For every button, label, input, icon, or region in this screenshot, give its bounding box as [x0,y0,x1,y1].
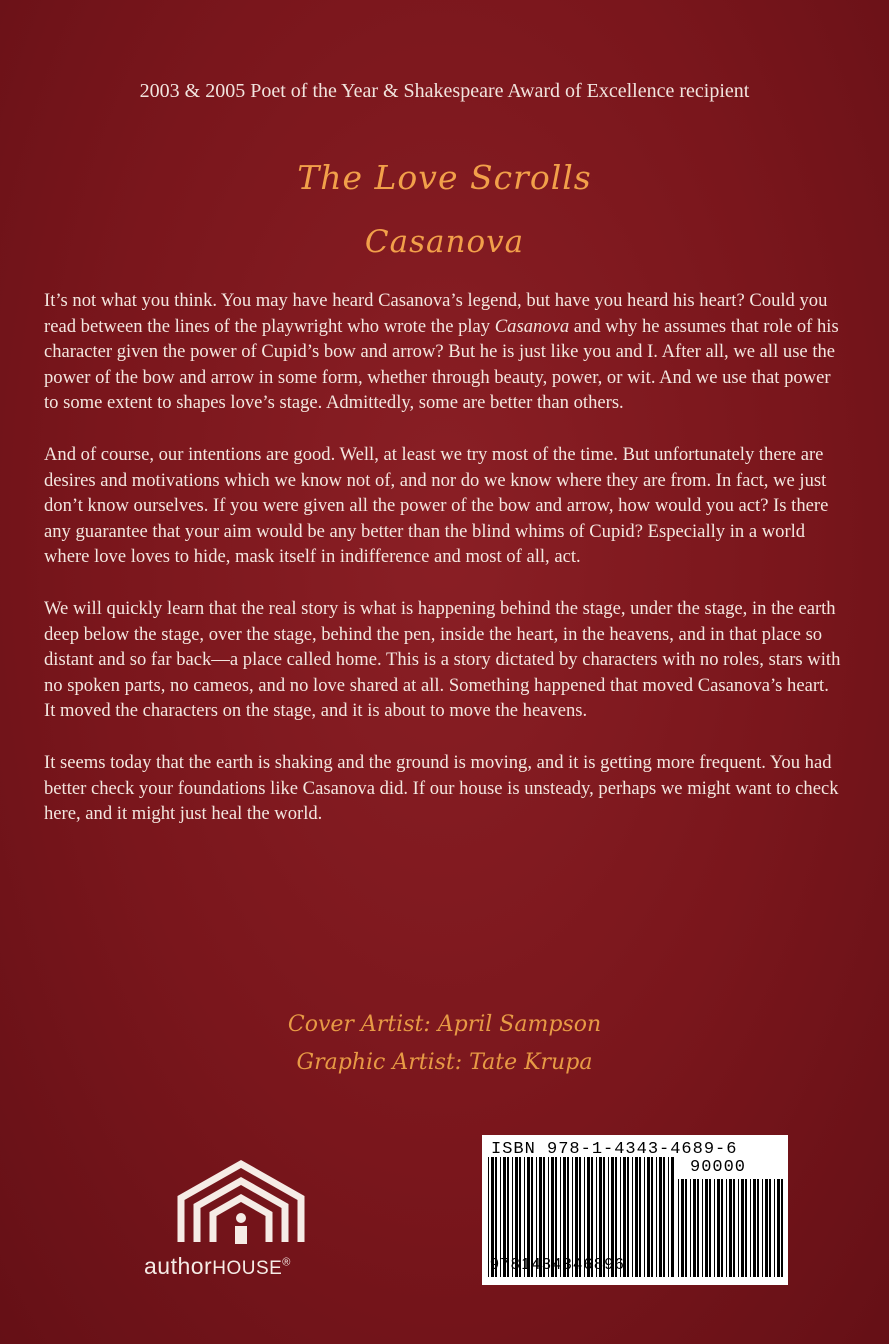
blurb-paragraph-3: We will quickly learn that the real story is what is happening behind the stage, under the stage, in the earth deep below the stage, over the stage, behind the pen, inside the heart, in the heavens, and in that place so distant and so far back—a place called home. This is a story dictated by characters with no roles, stars with no spoken parts, no cameos, and no love shared at all. Something happened that moved Casanova’s heart. It moved the characters on the stage, and it is about to move the heavens. [44,597,841,722]
blurb-paragraph-2: And of course, our intentions are good. Well, at least we try most of the time. But unfortunately there are desires and motivations which we know not of, and nor do we know where they are from. In fact, we just don’t know ourselves. If you were given all the power of the bow and arrow, how would you act? Is there any guarantee that your aim would be any better than the blind whims of Cupid? Especially in a world where love loves to hide, mask itself in indifference and most of all, act. [44,443,829,568]
cover-artist-credit: Cover Artist: April Sampson [287,1012,602,1037]
blurb [44,288,844,853]
isbn-text: ISBN 978-1-4343-4689-6 [491,1140,738,1159]
book-title: The Love Scrolls [297,158,592,197]
ean-number: 9781434346896 [490,1256,626,1273]
award-tagline: 2003 & 2005 Poet of the Year & Shakespeare Award of Excellence recipient [139,80,750,102]
blurb-paragraph-1: It’s not what you think. You may have heard Casanova’s legend, but have you heard his heart? Could you read between the lines of the playwright who wrote the play Casanova and why he assumes that role of his character given the power of Cupid’s bow and arrow? But he is just like you and I. After all, we all use the power of the bow and arrow in some form, whether through beauty, power, or wit. And we use that power to some extent to shapes love’s stage. Admittedly, some are better than others. [44,290,839,414]
blurb-paragraph-4: It seems today that the earth is shaking and the ground is moving, and it is getting more frequent. You had better check your foundations like Casanova did. If our house is unsteady, perhaps we might want to check here, and it might just heal the world. [44,751,839,825]
graphic-artist-credit: Graphic Artist: Tate Krupa [296,1050,593,1075]
play-title-italic: Casanova [494,315,570,337]
book-subtitle: Casanova [364,224,525,260]
price-code: 90000 [690,1158,747,1177]
publisher-wordmark: authorHOUSE® [144,1253,291,1279]
